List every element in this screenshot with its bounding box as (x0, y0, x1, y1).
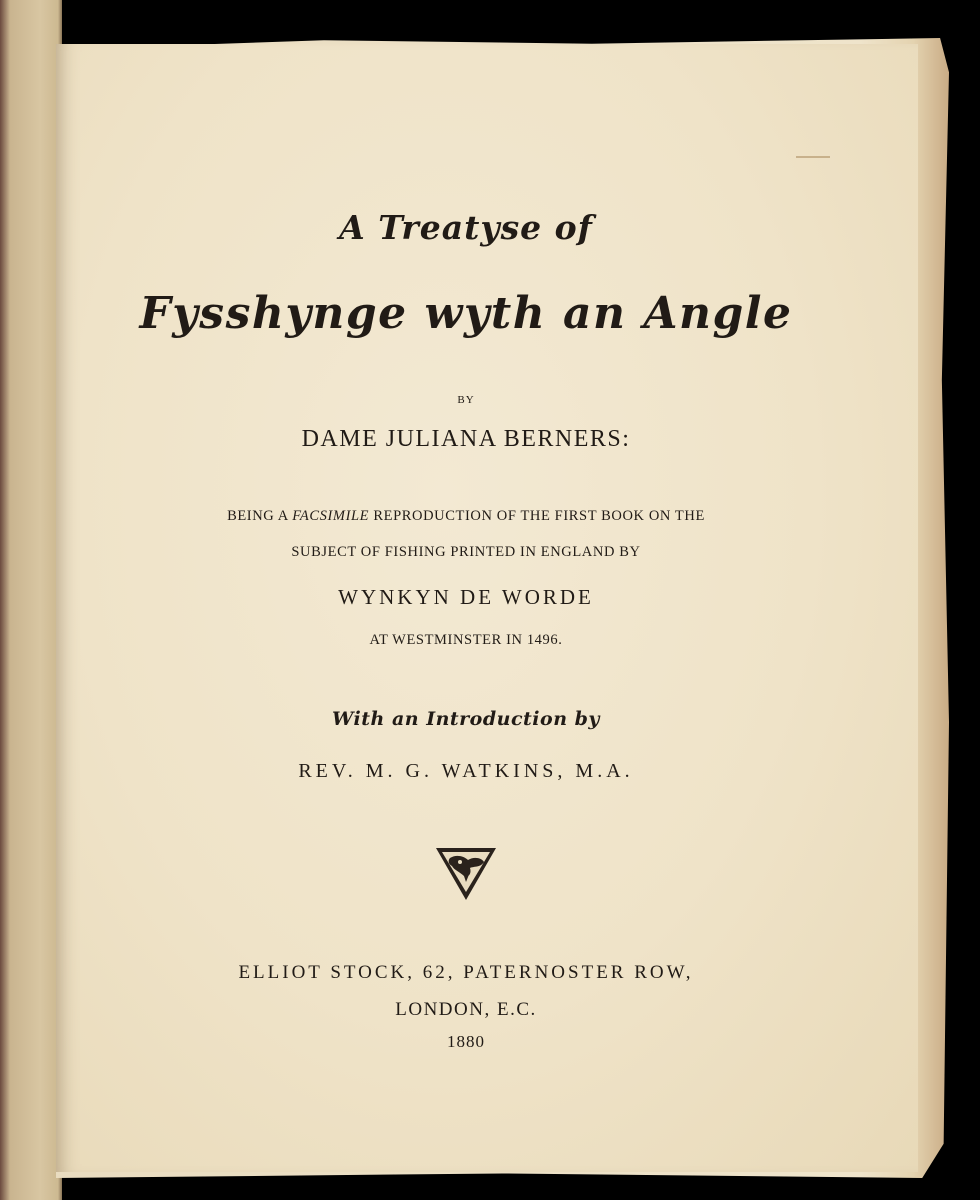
publisher-address: ELLIOT STOCK, 62, PATERNOSTER ROW, (238, 962, 694, 983)
book-cover-edge (0, 0, 62, 1200)
subtitle-1-before: BEING A (227, 508, 293, 524)
subtitle-line-1 (56, 508, 876, 525)
introduction-line: With an Introduction by (332, 708, 600, 730)
paper-mark (796, 156, 830, 158)
author-name: DAME JULIANA BERNERS: (301, 426, 631, 452)
by-label: BY (457, 394, 475, 406)
subtitle-line-2: SUBJECT OF FISHING PRINTED IN ENGLAND BY (291, 544, 641, 560)
printers-device-icon (434, 846, 498, 902)
publication-year: 1880 (447, 1032, 485, 1051)
printer-name: WYNKYN DE WORDE (338, 585, 594, 609)
editor-name: REV. M. G. WATKINS, M.A. (298, 760, 634, 782)
subtitle-1-italic: FACSIMILE (292, 508, 370, 524)
print-place-date: AT WESTMINSTER IN 1496. (369, 632, 563, 648)
title-line-1: A Treatyse of (339, 208, 593, 247)
subtitle-1-after: REPRODUCTION OF THE FIRST BOOK ON THE (369, 508, 705, 524)
title-page (56, 44, 918, 1172)
publisher-city: LONDON, E.C. (395, 999, 537, 1020)
title-line-2: Fysshynge wyth an Angle (139, 288, 793, 339)
